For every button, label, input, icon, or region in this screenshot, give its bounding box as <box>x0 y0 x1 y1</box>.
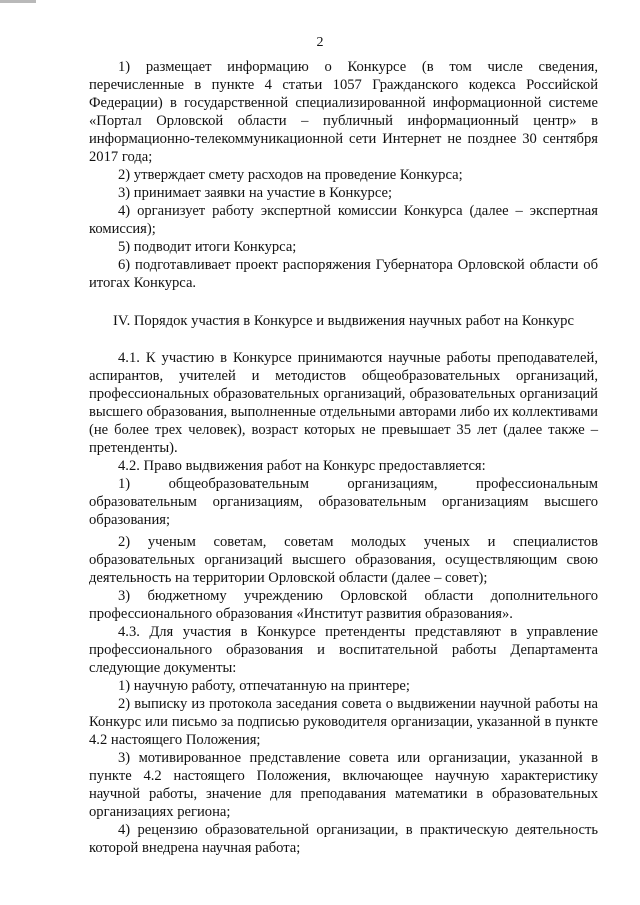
paragraph-4-1: 4.1. К участию в Конкурсе принимаются научные работы преподавателей, аспирантов, учителей и методистов общеобразовательных организаций, профессиональных образовательных организаций, образовательных организаций высшего образования, выполненные отдельными авторами либо их коллективами (не более трех человек), возраст которых не превышает 35 лет (далее также – претенденты). <box>89 350 598 456</box>
page-number: 2 <box>316 35 324 50</box>
list-item-organize-commission: 4) организует работу экспертной комиссии Конкурса (далее – экспертная комиссия); <box>89 203 598 237</box>
scan-artifact-mark <box>0 0 36 3</box>
list-item-prepare-order: 6) подготавливает проект распоряжения Губернатора Орловской области об итогах Конкурса. <box>89 257 598 291</box>
list-item-approve-budget: 2) утверждает смету расходов на проведение Конкурса; <box>118 167 463 183</box>
paragraph-4-2-item-1: 1) общеобразовательным организациям, профессиональным образовательным организациям, образовательным организациям высшего образования; <box>89 476 598 528</box>
paragraph-4-2-item-2: 2) ученым советам, советам молодых ученых и специалистов образовательных организаций высшего образования, осуществляющим свою деятельность на территории Орловской области (далее – совет); <box>89 534 598 586</box>
list-item-accept-applications: 3) принимает заявки на участие в Конкурсе; <box>118 185 393 201</box>
paragraph-4-2: 4.2. Право выдвижения работ на Конкурс предоставляется: <box>118 458 486 474</box>
paragraph-4-3: 4.3. Для участия в Конкурсе претенденты представляют в управление профессионального образования и воспитательной работы Департамента следующие документы: <box>89 624 598 676</box>
paragraph-4-3-item-2: 2) выписку из протокола заседания совета о выдвижении научной работы на Конкурс или письмо за подписью руководителя организации, указанной в пункте 4.2 настоящего Положения; <box>89 696 598 748</box>
paragraph-4-2-item-3: 3) бюджетному учреждению Орловской области дополнительного профессионального образования «Институт развития образования». <box>89 588 598 622</box>
paragraph-4-3-item-3: 3) мотивированное представление совета или организации, указанной в пункте 4.2 настоящего Положения, включающее научную характеристику научной работы, значение для преподавания математики в образовательных организациях региона; <box>89 750 598 820</box>
list-item-publish-info: 1) размещает информацию о Конкурсе (в том числе сведения, перечисленные в пункте 4 статьи 1057 Гражданского кодекса Российской Федерации) в государственной специализированной информационной системе «Портал Орловской области – публичный информационный центр» в информационно-телекоммуникационной сети Интернет не позднее 30 сентября 2017 года; <box>89 59 598 165</box>
paragraph-4-3-item-1: 1) научную работу, отпечатанную на принтере; <box>118 678 410 694</box>
list-item-sum-up-results: 5) подводит итоги Конкурса; <box>118 239 297 255</box>
document-body <box>89 58 598 857</box>
section-heading: IV. Порядок участия в Конкурсе и выдвижения научных работ на Конкурс <box>113 313 574 329</box>
paragraph-4-3-item-4: 4) рецензию образовательной организации, в практическую деятельность которой внедрена научная работа; <box>89 822 598 856</box>
